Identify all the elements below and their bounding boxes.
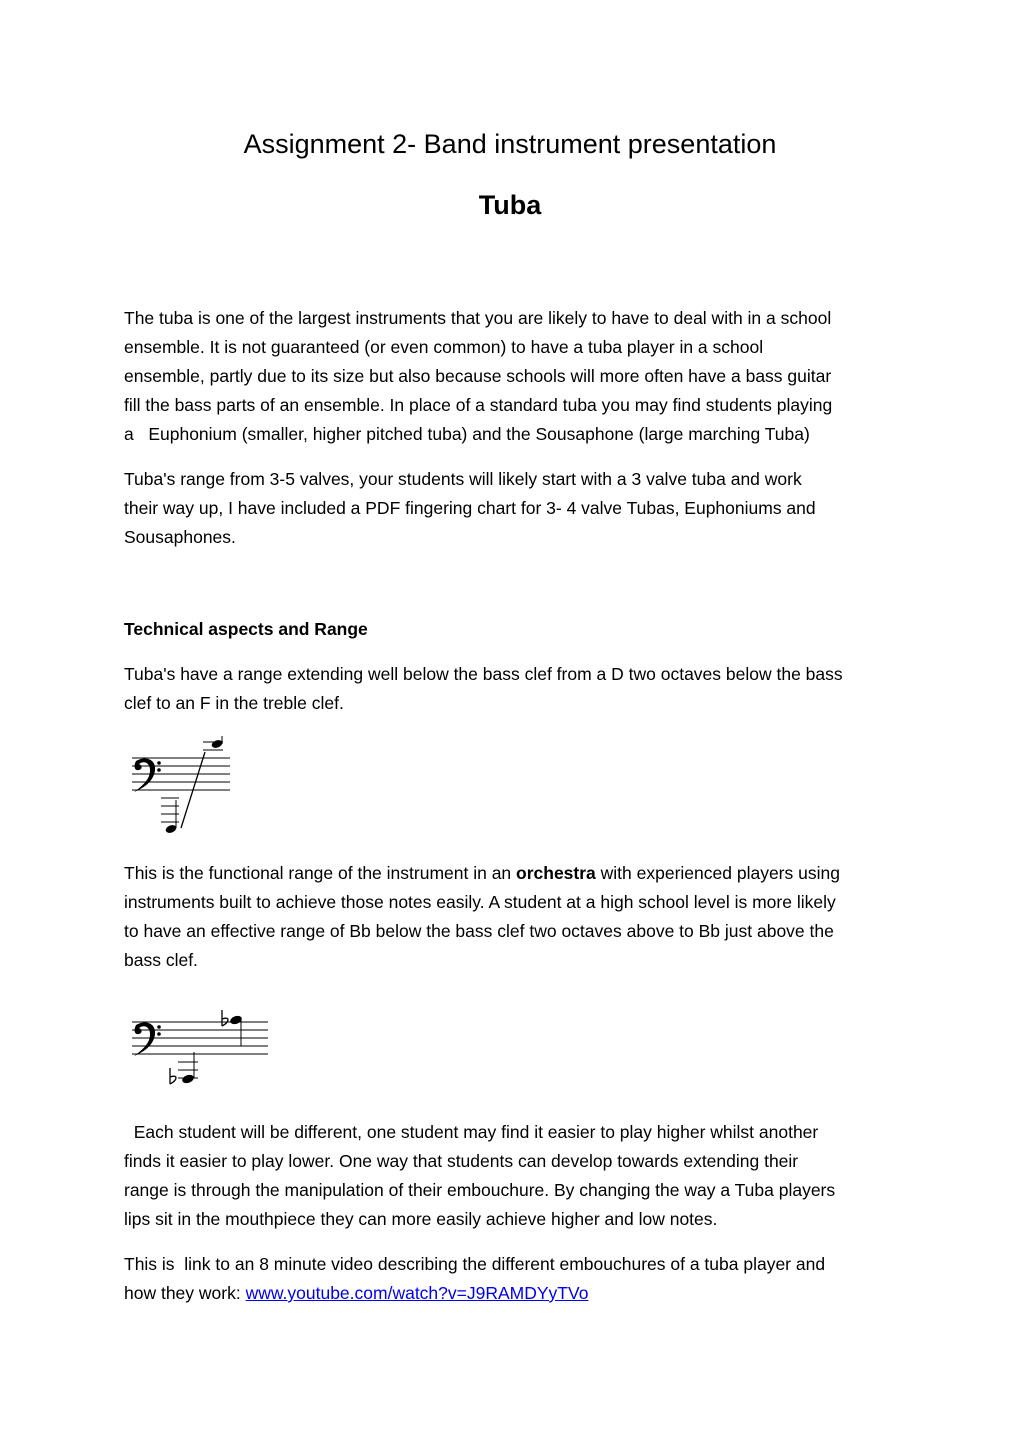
video-line-prefix: how they work: bbox=[124, 1283, 246, 1303]
embouchure-line: Each student will be different, one student may find it easier to play higher whilst another bbox=[124, 1122, 819, 1142]
full-range-staff-image bbox=[128, 736, 238, 840]
embouchure-line: lips sit in the mouthpiece they can more easily achieve higher and low notes. bbox=[124, 1209, 718, 1229]
orchestra-line: bass clef. bbox=[124, 950, 198, 970]
orchestra-line: to have an effective range of Bb below the bass clef two octaves above to Bb just above the bbox=[124, 921, 834, 941]
intro-line: fill the bass parts of an ensemble. In place of a standard tuba you may find students playing bbox=[124, 395, 833, 415]
orchestra-line: instruments built to achieve those notes easily. A student at a high school level is more likely bbox=[124, 892, 836, 912]
intro-paragraph bbox=[124, 304, 904, 449]
orchestra-line-end: with experienced players using bbox=[595, 863, 840, 883]
youtube-link[interactable]: www.youtube.com/watch?v=J9RAMDYyTVo bbox=[245, 1283, 589, 1303]
orchestra-line-start: This is the functional range of the instrument in an bbox=[124, 863, 517, 883]
embouchure-line: range is through the manipulation of their embouchure. By changing the way a Tuba players bbox=[124, 1180, 836, 1200]
technical-line: clef to an F in the treble clef. bbox=[124, 693, 344, 713]
technical-line: Tuba's have a range extending well below the bass clef from a D two octaves below the bass bbox=[124, 664, 843, 684]
embouchure-line: finds it easier to play lower. One way that students can develop towards extending their bbox=[124, 1151, 799, 1171]
intro-line: ensemble. It is not guaranteed (or even common) to have a tuba player in a school bbox=[124, 337, 764, 357]
video-paragraph bbox=[124, 1250, 904, 1308]
valves-paragraph bbox=[124, 465, 904, 552]
technical-heading: Technical aspects and Range bbox=[124, 619, 368, 639]
orchestra-bold-word: orchestra bbox=[516, 863, 596, 883]
document-subtitle: Tuba bbox=[478, 190, 542, 220]
intro-line: ensemble, partly due to its size but also because schools will more often have a bass guitar bbox=[124, 366, 832, 386]
embouchure-paragraph bbox=[124, 1118, 904, 1234]
student-range-staff-image bbox=[128, 1000, 273, 1092]
valves-line: Tuba's range from 3-5 valves, your students will likely start with a 3 valve tuba and work bbox=[124, 469, 802, 489]
intro-line: a Euphonium (smaller, higher pitched tuba) and the Sousaphone (large marching Tuba) bbox=[124, 424, 810, 444]
document-title: Assignment 2- Band instrument presentation bbox=[243, 129, 777, 159]
orchestra-paragraph bbox=[124, 859, 904, 975]
valves-line: Sousaphones. bbox=[124, 527, 236, 547]
intro-line: The tuba is one of the largest instruments that you are likely to have to deal with in a school bbox=[124, 308, 832, 328]
valves-line: their way up, I have included a PDF fingering chart for 3- 4 valve Tubas, Euphoniums and bbox=[124, 498, 816, 518]
technical-paragraph bbox=[124, 660, 904, 718]
video-line: This is link to an 8 minute video describing the different embouchures of a tuba player and bbox=[124, 1254, 826, 1274]
